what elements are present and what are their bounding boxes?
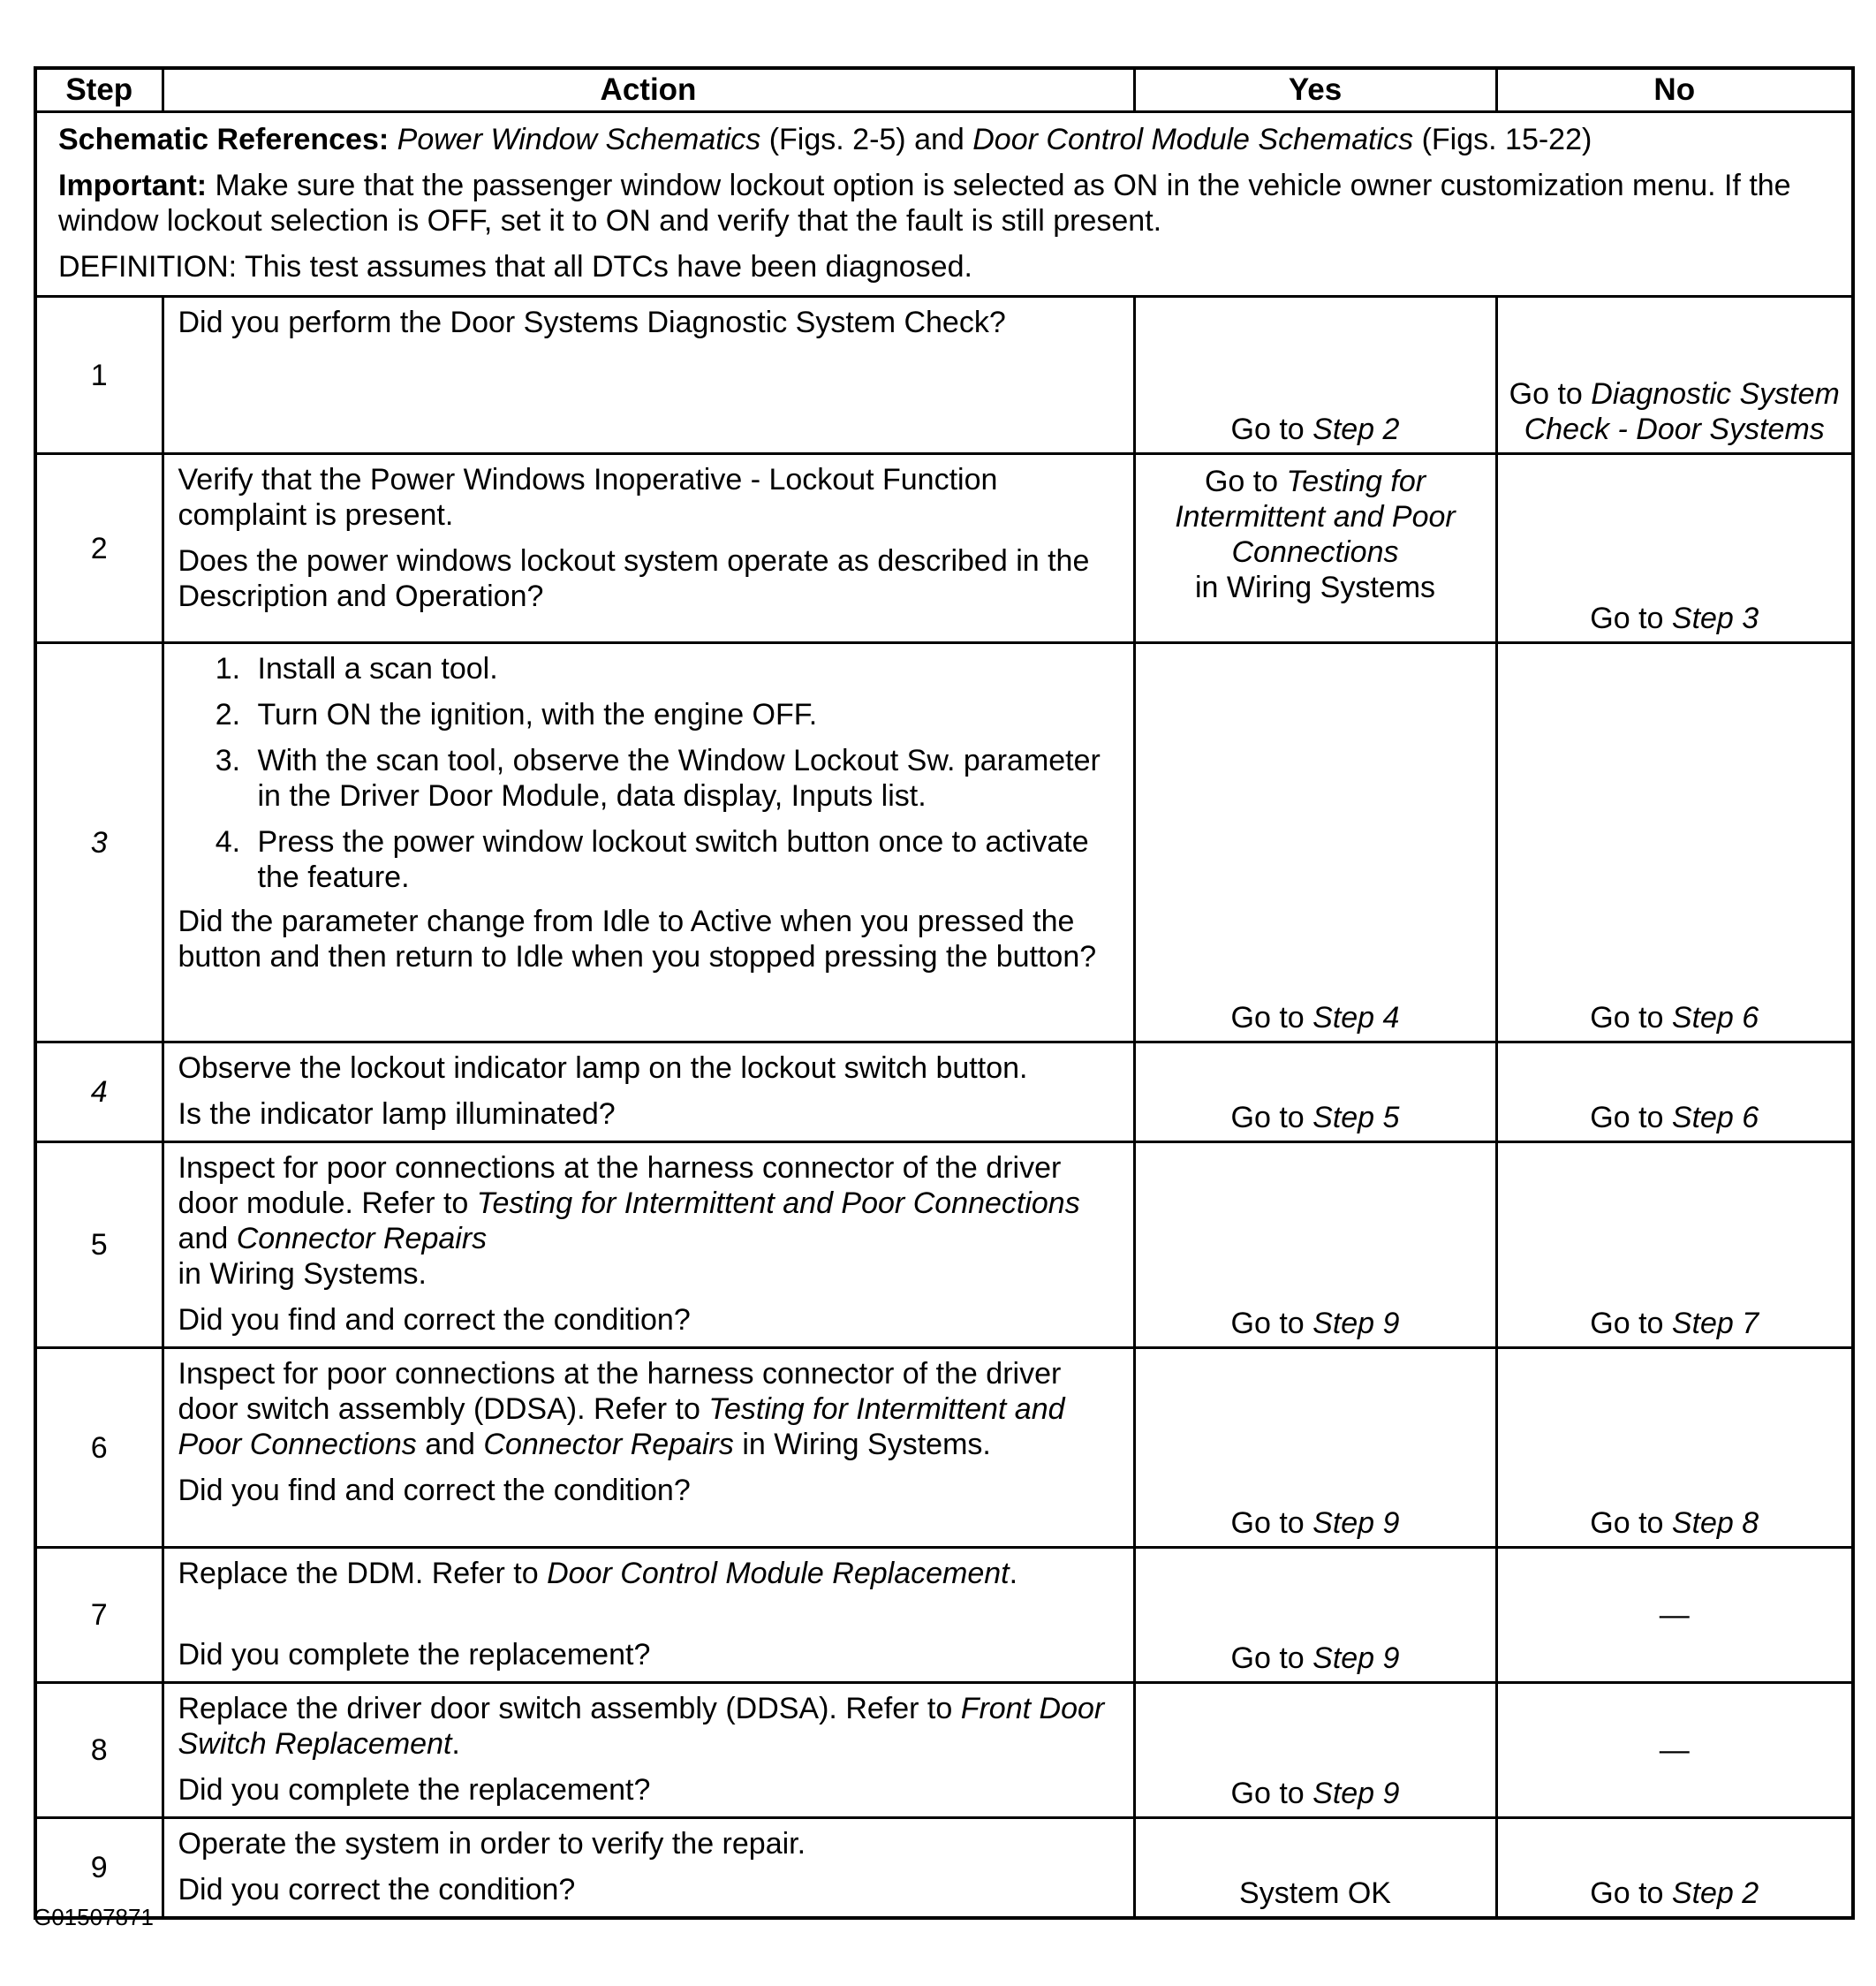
action-text-mid: and bbox=[178, 1222, 237, 1255]
no-cell bbox=[1496, 1548, 1853, 1683]
header-yes: Yes bbox=[1134, 68, 1496, 112]
action-text bbox=[178, 1356, 1119, 1462]
step-number: 4 bbox=[35, 1042, 163, 1142]
no-cell bbox=[1496, 1348, 1853, 1548]
yes-prefix: Go to bbox=[1230, 1777, 1313, 1810]
table-row bbox=[35, 1042, 1853, 1142]
table-row bbox=[35, 297, 1853, 454]
no-prefix: Go to bbox=[1590, 1876, 1672, 1910]
question-text: Did you perform the Door Systems Diagnostic System Check? bbox=[178, 306, 1006, 339]
list-item: 2. Turn ON the ignition, with the engine OFF. bbox=[249, 697, 1119, 732]
yes-link[interactable]: Step 9 bbox=[1312, 1641, 1400, 1675]
question-text: Did you find and correct the condition? bbox=[178, 1303, 691, 1337]
yes-suffix: in Wiring Systems bbox=[1194, 571, 1436, 604]
action-text-pre: Replace the driver door switch assembly (DDSA). Refer to bbox=[178, 1692, 961, 1725]
action-cell bbox=[163, 1818, 1134, 1919]
action-cell bbox=[163, 643, 1134, 1042]
action-text-pre: Replace the DDM. Refer to bbox=[178, 1557, 548, 1590]
step-number: 7 bbox=[35, 1548, 163, 1683]
intro-cell bbox=[35, 112, 1853, 297]
list-item: 4. Press the power window lockout switch button once to activate the feature. bbox=[249, 824, 1119, 895]
no-prefix: Go to bbox=[1590, 1506, 1672, 1540]
action-cell bbox=[163, 1548, 1134, 1683]
yes-link[interactable]: Step 9 bbox=[1312, 1307, 1400, 1340]
no-link[interactable]: Step 8 bbox=[1671, 1506, 1759, 1540]
list-item: 3. With the scan tool, observe the Window Lockout Sw. parameter in the Driver Door Module, data display, Inputs list. bbox=[249, 743, 1119, 814]
table-row bbox=[35, 454, 1853, 643]
action-text bbox=[178, 1150, 1119, 1292]
important-note bbox=[58, 168, 1830, 239]
action-cell bbox=[163, 1348, 1134, 1548]
list-item: 1. Install a scan tool. bbox=[249, 651, 1119, 686]
diagnostic-table bbox=[34, 66, 1855, 1920]
action-cell bbox=[163, 454, 1134, 643]
yes-cell bbox=[1134, 1142, 1496, 1348]
no-cell bbox=[1496, 1142, 1853, 1348]
no-cell bbox=[1496, 454, 1853, 643]
action-text-pre: Inspect for poor connections at the harness connector of the driver door switch assembly (DDSA). Refer to bbox=[178, 1357, 1062, 1426]
yes-prefix: Go to bbox=[1230, 1101, 1313, 1134]
action-text-post: . bbox=[1009, 1557, 1018, 1590]
action-text: Operate the system in order to verify the repair. bbox=[178, 1827, 806, 1861]
no-prefix: Go to bbox=[1590, 602, 1672, 635]
question-text: Is the indicator lamp illuminated? bbox=[178, 1097, 616, 1131]
no-link[interactable]: Step 6 bbox=[1671, 1001, 1759, 1035]
header-step: Step bbox=[35, 68, 163, 112]
schematic-link-door-control[interactable]: Door Control Module Schematics bbox=[972, 123, 1414, 156]
yes-cell bbox=[1134, 1042, 1496, 1142]
schematic-label: Schematic References: bbox=[58, 123, 390, 156]
link-connector-repairs[interactable]: Connector Repairs bbox=[236, 1222, 488, 1255]
yes-link[interactable]: Step 4 bbox=[1312, 1001, 1400, 1035]
yes-text: System OK bbox=[1239, 1876, 1391, 1910]
action-text-mid: and bbox=[416, 1428, 484, 1461]
no-link[interactable]: Step 2 bbox=[1671, 1876, 1759, 1910]
yes-link[interactable]: Step 2 bbox=[1312, 413, 1400, 446]
question-text: Did the parameter change from Idle to Active when you pressed the button and then return to Idle when you stopped pressing the button? bbox=[178, 905, 1097, 974]
step-number: 2 bbox=[35, 454, 163, 643]
header-no: No bbox=[1496, 68, 1853, 112]
action-cell bbox=[163, 1683, 1134, 1818]
table-row bbox=[35, 643, 1853, 1042]
no-cell bbox=[1496, 1683, 1853, 1818]
step-number: 8 bbox=[35, 1683, 163, 1818]
yes-link[interactable]: Step 5 bbox=[1312, 1101, 1400, 1134]
no-dash: — bbox=[1659, 1733, 1690, 1767]
action-text: Verify that the Power Windows Inoperative - Lockout Function complaint is present. bbox=[178, 463, 998, 532]
important-text: Make sure that the passenger window lockout option is selected as ON in the vehicle owner customization menu. If the window lockout selection is OFF, set it to ON and verify that the fault is still present. bbox=[58, 169, 1791, 238]
step-number: 1 bbox=[35, 297, 163, 454]
table-row bbox=[35, 1818, 1853, 1919]
yes-prefix: Go to bbox=[1230, 1641, 1313, 1675]
yes-cell bbox=[1134, 1548, 1496, 1683]
yes-prefix: Go to bbox=[1230, 1307, 1313, 1340]
no-link[interactable]: Step 6 bbox=[1671, 1101, 1759, 1134]
step-number: 9 bbox=[35, 1818, 163, 1919]
yes-cell bbox=[1134, 1818, 1496, 1919]
action-text bbox=[178, 1556, 1119, 1591]
yes-cell bbox=[1134, 297, 1496, 454]
action-cell bbox=[163, 1042, 1134, 1142]
yes-cell bbox=[1134, 454, 1496, 643]
question-text: Did you find and correct the condition? bbox=[178, 1474, 691, 1507]
table-row bbox=[35, 1683, 1853, 1818]
yes-cell bbox=[1134, 643, 1496, 1042]
action-text-post: in Wiring Systems. bbox=[178, 1257, 427, 1291]
yes-link[interactable]: Step 9 bbox=[1312, 1506, 1400, 1540]
link-front-door-switch-replacement[interactable]: Front Door Switch Replacement bbox=[178, 1692, 1105, 1761]
question-text: Did you correct the condition? bbox=[178, 1873, 576, 1906]
no-cell bbox=[1496, 643, 1853, 1042]
yes-link[interactable]: Testing for Intermittent and Poor Connections bbox=[1175, 465, 1456, 569]
action-text bbox=[178, 1691, 1119, 1762]
link-testing-intermittent[interactable]: Testing for Intermittent and Poor Connections bbox=[178, 1392, 1065, 1461]
schematic-figs-1: (Figs. 2-5) and bbox=[760, 123, 973, 156]
no-cell bbox=[1496, 1818, 1853, 1919]
table-row bbox=[35, 1348, 1853, 1548]
table-row bbox=[35, 1548, 1853, 1683]
question-text: Does the power windows lockout system operate as described in the Description and Operation? bbox=[178, 544, 1090, 613]
no-link[interactable]: Step 3 bbox=[1671, 602, 1759, 635]
figure-id: G01507871 bbox=[34, 1904, 154, 1930]
important-label: Important: bbox=[58, 169, 208, 202]
step-number: 3 bbox=[35, 643, 163, 1042]
action-cell bbox=[163, 1142, 1134, 1348]
question-text: Did you complete the replacement? bbox=[178, 1773, 651, 1807]
no-prefix: Go to bbox=[1509, 377, 1592, 411]
table-row bbox=[35, 1142, 1853, 1348]
schematic-references bbox=[58, 122, 1830, 157]
yes-prefix: Go to bbox=[1230, 1506, 1313, 1540]
procedure-list bbox=[178, 651, 1119, 895]
action-cell bbox=[163, 297, 1134, 454]
no-cell bbox=[1496, 1042, 1853, 1142]
yes-cell bbox=[1134, 1683, 1496, 1818]
yes-prefix: Go to bbox=[1204, 465, 1287, 498]
no-prefix: Go to bbox=[1590, 1307, 1672, 1340]
no-prefix: Go to bbox=[1590, 1101, 1672, 1134]
question-text: Did you complete the replacement? bbox=[178, 1638, 651, 1671]
link-testing-intermittent[interactable]: Testing for Intermittent and Poor Connections bbox=[476, 1186, 1080, 1220]
no-dash: — bbox=[1659, 1598, 1690, 1632]
no-link[interactable]: Step 7 bbox=[1671, 1307, 1759, 1340]
schematic-figs-2: (Figs. 15-22) bbox=[1413, 123, 1592, 156]
action-text: Observe the lockout indicator lamp on the lockout switch button. bbox=[178, 1051, 1028, 1085]
yes-cell bbox=[1134, 1348, 1496, 1548]
action-text-post: . bbox=[451, 1727, 460, 1761]
link-connector-repairs[interactable]: Connector Repairs bbox=[483, 1428, 734, 1461]
intro-row bbox=[35, 112, 1853, 297]
step-number: 6 bbox=[35, 1348, 163, 1548]
header-row bbox=[35, 68, 1853, 112]
no-link[interactable]: Diagnostic System Check - Door Systems bbox=[1524, 377, 1840, 446]
step-number: 5 bbox=[35, 1142, 163, 1348]
yes-prefix: Go to bbox=[1230, 1001, 1313, 1035]
yes-prefix: Go to bbox=[1230, 413, 1313, 446]
definition-note: DEFINITION: This test assumes that all DTCs have been diagnosed. bbox=[58, 250, 972, 284]
no-prefix: Go to bbox=[1590, 1001, 1672, 1035]
action-text-pre: Inspect for poor connections at the harness connector of the driver door module. Refer to bbox=[178, 1151, 1062, 1220]
no-cell bbox=[1496, 297, 1853, 454]
link-door-control-module-replacement[interactable]: Door Control Module Replacement bbox=[547, 1557, 1010, 1590]
action-text-post: in Wiring Systems. bbox=[733, 1428, 991, 1461]
schematic-link-power-window[interactable]: Power Window Schematics bbox=[397, 123, 761, 156]
yes-link[interactable]: Step 9 bbox=[1312, 1777, 1400, 1810]
header-action: Action bbox=[163, 68, 1134, 112]
